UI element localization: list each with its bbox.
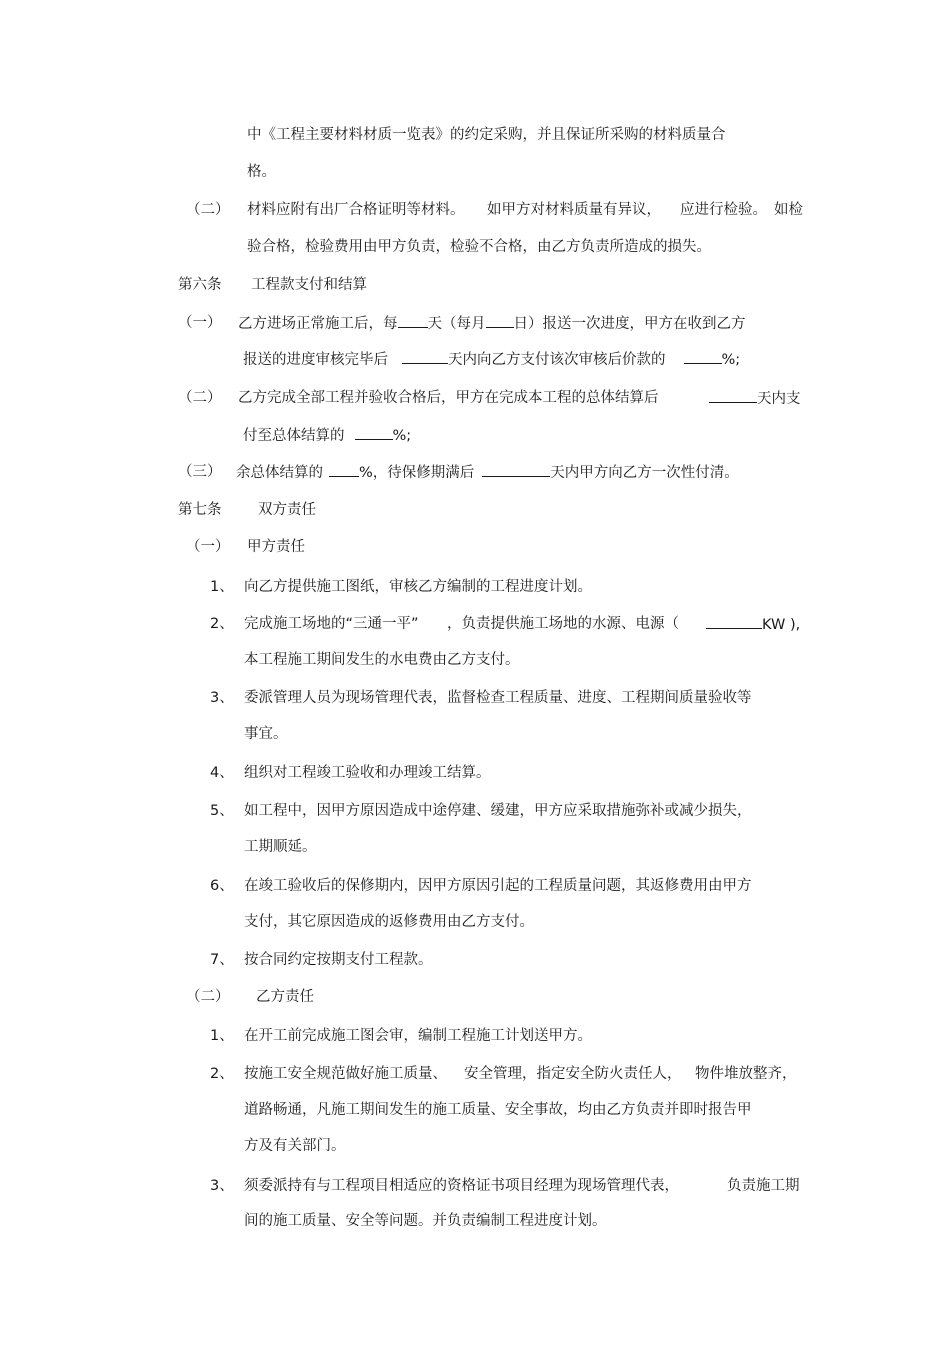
list-item: 间的施工质量、安全等问题。并负责编制工程进度计划。 — [244, 1213, 607, 1229]
list-item: 组织对工程竣工验收和办理竣工结算。 — [244, 765, 491, 781]
clause-text: %; — [721, 352, 741, 368]
list-item: 须委派持有与工程项目相适应的资格证书项目经理为现场管理代表， — [244, 1178, 679, 1194]
item-number: （二） — [186, 989, 230, 1005]
clause-line — [243, 349, 740, 370]
blank-field — [709, 388, 757, 403]
clause-text: 日）报送一次进度，甲方在收到乙方 — [513, 316, 746, 332]
clause-text: 余总体结算的 — [236, 465, 323, 481]
clause-text: 如甲方对材料质量有异议， — [487, 202, 661, 218]
blank-field — [486, 313, 514, 328]
list-number: 7、 — [210, 952, 234, 968]
blank-field — [706, 614, 762, 629]
list-item: 在竣工验收后的保修期内，因甲方原因引起的工程质量问题，其返修费用由甲方 — [244, 878, 752, 894]
clause-line — [243, 425, 411, 446]
clause-line — [706, 614, 800, 635]
list-item: 支付，其它原因造成的返修费用由乙方支付。 — [244, 914, 534, 930]
list-item: 完成施工场地的“三通一平” — [244, 616, 419, 632]
blank-field — [402, 349, 448, 364]
clause-text: 天内甲方向乙方一次性付清。 — [550, 465, 739, 481]
clause-line — [709, 388, 801, 409]
clause-5-line: 中《工程主要材料材质一览表》的约定采购，并且保证所采购的材料质量合 — [247, 127, 726, 143]
list-item: 事宜。 — [244, 726, 288, 742]
item-number: （一） — [186, 539, 230, 555]
list-number: 1、 — [210, 1028, 234, 1044]
blank-field — [355, 425, 393, 440]
clause-text: 付至总体结算的 — [243, 428, 345, 444]
item-number: （二） — [186, 202, 230, 218]
clause-5-line: 格。 — [247, 164, 276, 180]
list-item: 委派管理人员为现场管理代表，监督检查工程质量、进度、工程期间质量验收等 — [244, 690, 752, 706]
clause-text: 如检 — [774, 202, 803, 218]
clause-text: 报送的进度审核完毕后 — [243, 352, 388, 368]
list-number: 1、 — [210, 579, 234, 595]
list-item: 按合同约定按期支付工程款。 — [244, 952, 433, 968]
list-item: 如工程中，因甲方原因造成中途停建、缓建，甲方应采取措施弥补或减少损失， — [244, 803, 752, 819]
clause-line — [236, 462, 739, 483]
article-number: 第七条 — [178, 502, 222, 518]
blank-field — [329, 462, 359, 477]
clause-text: 天内支 — [757, 391, 801, 407]
list-item: 在开工前完成施工图会审，编制工程施工计划送甲方。 — [244, 1028, 592, 1044]
clause-text: 天内向乙方支付该次审核后价款的 — [448, 352, 666, 368]
article-title: 双方责任 — [258, 502, 316, 518]
list-number: 3、 — [210, 1178, 234, 1194]
list-item: 方及有关部门。 — [244, 1138, 346, 1154]
item-number: （三） — [178, 464, 222, 480]
list-item: 道路畅通，凡施工期间发生的施工质量、安全事故，均由乙方负责并即时报告甲 — [244, 1102, 752, 1118]
item-number: （二） — [178, 390, 222, 406]
list-item: 物件堆放整齐， — [695, 1066, 797, 1082]
clause-text: 乙方完成全部工程并验收合格后，甲方在完成本工程的总体结算后 — [238, 390, 659, 406]
clause-text: %，待保修期满后 — [359, 465, 475, 481]
list-item: 向乙方提供施工图纸，审核乙方编制的工程进度计划。 — [244, 579, 592, 595]
blank-field — [398, 313, 428, 328]
list-number: 5、 — [210, 803, 234, 819]
section-title: 乙方责任 — [256, 989, 314, 1005]
clause-text: 应进行检验。 — [680, 202, 767, 218]
list-number: 6、 — [210, 878, 234, 894]
section-title: 甲方责任 — [247, 539, 305, 555]
item-number: （一） — [178, 315, 222, 331]
list-number: 2、 — [210, 616, 234, 632]
article-title: 工程款支付和结算 — [251, 277, 367, 293]
blank-field — [684, 349, 722, 364]
list-item: 工期顺延。 — [244, 839, 317, 855]
blank-field — [482, 462, 550, 477]
list-item: 负责施工期 — [727, 1178, 800, 1194]
clause-text: 乙方进场正常施工后，每 — [238, 316, 398, 332]
list-item: 安全管理，指定安全防火责任人， — [464, 1066, 682, 1082]
list-number: 3、 — [210, 690, 234, 706]
list-item: KW ), — [762, 617, 801, 633]
clause-text: 验合格，检验费用由甲方负责，检验不合格，由乙方负责所造成的损失。 — [247, 239, 711, 255]
list-number: 2、 — [210, 1066, 234, 1082]
clause-line — [238, 313, 746, 334]
clause-text: %; — [392, 428, 412, 444]
list-number: 4、 — [210, 765, 234, 781]
list-item: 按施工安全规范做好施工质量、 — [244, 1066, 447, 1082]
list-item: 本工程施工期间发生的水电费由乙方支付。 — [244, 652, 520, 668]
list-item: ，负责提供施工场地的水源、电源（ — [447, 616, 679, 632]
article-number: 第六条 — [178, 277, 222, 293]
clause-text: 天（每月 — [427, 316, 486, 332]
clause-text: 材料应附有出厂合格证明等材料。 — [247, 202, 465, 218]
